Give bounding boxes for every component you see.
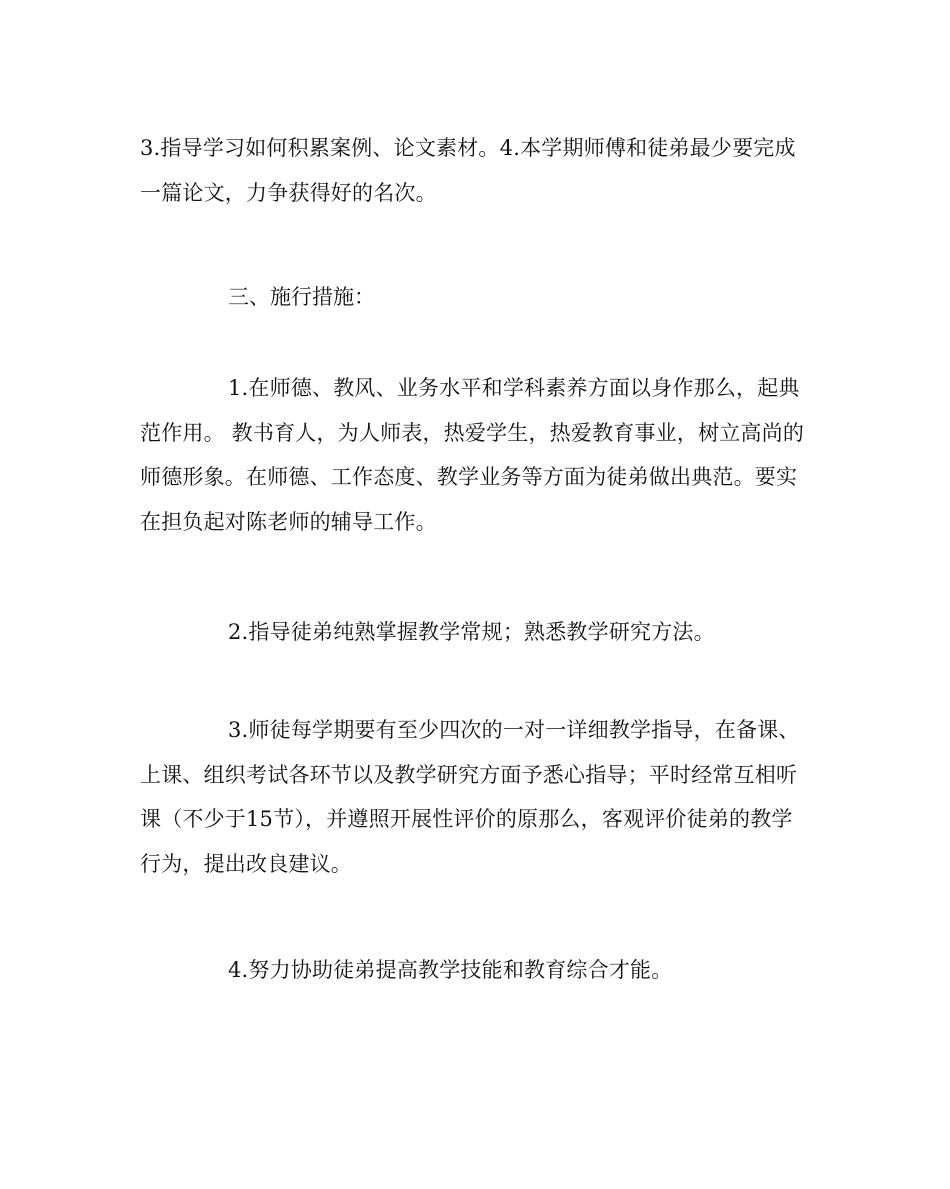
measure-item-3: 3.师徒每学期要有至少四次的一对一详细教学指导，在备课、上课、组织考试各环节以及教学研究方面予悉心指导；平时经常互相听课（不少于15节），并遵照开展性评价的原那么，客观评价徒弟的教学行为，提出改良建议。 — [140, 718, 800, 876]
measure-item-4: 4.努力协助徒弟提高教学技能和教育综合才能。 — [228, 958, 673, 982]
measure-item-1: 1.在师德、教风、业务水平和学科素养方面以身作那么，起典范作用。 教书育人，为人师表，热爱学生，热爱教育事业，树立高尚的师德形象。在师德、工作态度、教学业务等方面为徒弟做出典范。要实在担负起对陈老师的辅导工作。 — [140, 376, 805, 534]
paragraph-guidance-papers: 3.指导学习如何积累案例、论文素材。4.本学期师傅和徒弟最少要完成一篇论文，力争获得好的名次。 — [140, 136, 796, 205]
measure-item-2: 2.指导徒弟纯熟掌握教学常规；熟悉教学研究方法。 — [228, 620, 715, 644]
section-heading-measures: 三、施行措施： — [228, 285, 375, 309]
